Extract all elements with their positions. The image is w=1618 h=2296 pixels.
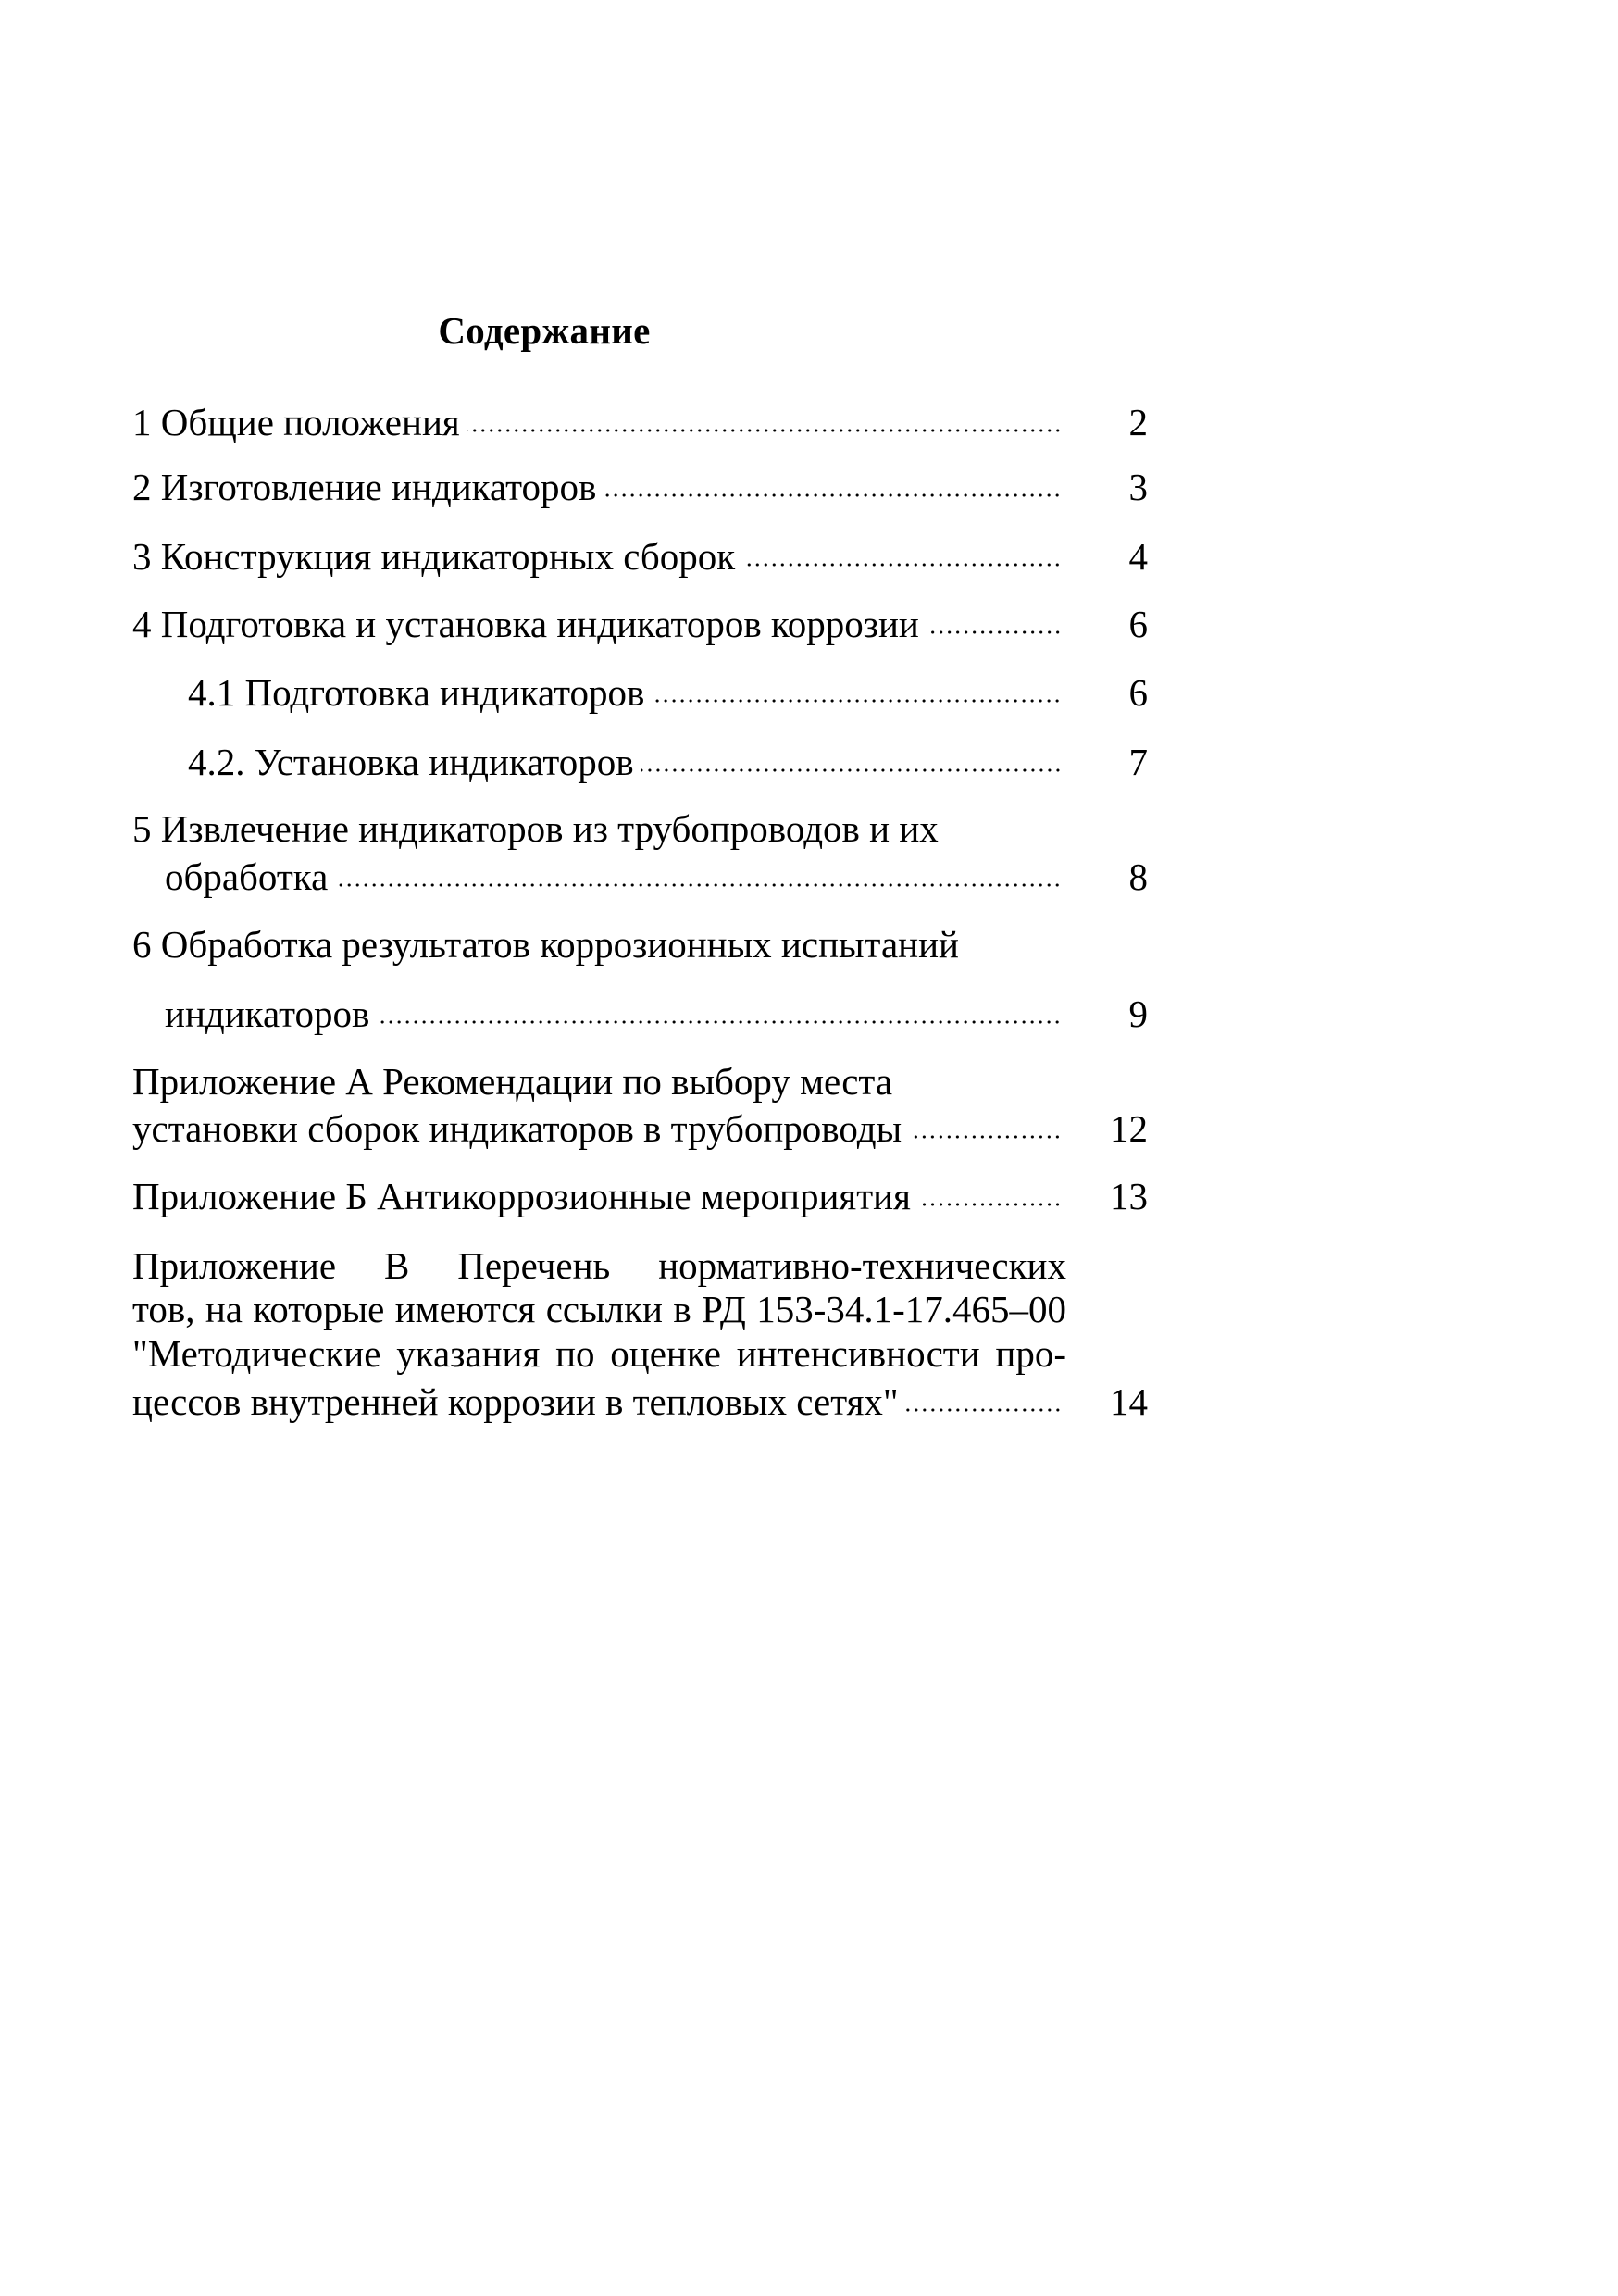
- toc-entry-line: Приложение А Рекомендации по выбору места: [132, 1060, 893, 1103]
- page-number: 6: [1128, 603, 1148, 645]
- page-title: Содержание: [438, 309, 651, 352]
- dot-leader: [335, 879, 1062, 888]
- dot-leader: [641, 764, 1062, 773]
- dot-leader: [918, 1198, 1062, 1207]
- toc-entry-last-line: [188, 740, 1062, 784]
- toc-entry-last-line: [188, 670, 1062, 715]
- toc-entry-text: 4 Подготовка и установка индикаторов коррозии: [132, 603, 919, 645]
- page-number: 6: [1128, 671, 1148, 714]
- page-number: 2: [1128, 401, 1148, 443]
- toc-entry-last-line: [132, 400, 1062, 444]
- toc-entry-last-line: [132, 1106, 1062, 1151]
- toc-entry-text: установки сборок индикаторов в трубопроводы: [132, 1107, 902, 1150]
- toc-entry-last-line: [132, 465, 1062, 509]
- page-number: 3: [1128, 466, 1148, 508]
- dot-leader: [742, 558, 1062, 568]
- toc-entry-last-line: [165, 855, 1062, 899]
- toc-entry-last-line: [132, 602, 1062, 646]
- dot-leader: [467, 424, 1062, 433]
- toc-entry-last-line: [132, 534, 1062, 579]
- toc-entry-text: 2 Изготовление индикаторов: [132, 466, 597, 508]
- toc-entry-line: тов, на которые имеются ссылки в РД 153-34.1-17.465–00: [132, 1288, 1066, 1330]
- page-number: 12: [1110, 1107, 1148, 1150]
- toc-entry-line: Приложение В Перечень нормативно-технических: [132, 1244, 1066, 1287]
- toc-entry-last-line: [132, 1379, 1062, 1424]
- toc-entry-text: 4.2. Установка индикаторов: [188, 741, 634, 783]
- page-number: 8: [1128, 855, 1148, 898]
- dot-leader: [927, 626, 1062, 635]
- dot-leader: [377, 1016, 1062, 1025]
- dot-leader: [909, 1130, 1062, 1140]
- toc-entry-last-line: [132, 1174, 1062, 1218]
- toc-entry-text: обработка: [165, 855, 329, 898]
- toc-entry-text: индикаторов: [165, 992, 370, 1035]
- toc-entry-text: цессов внутренней коррозии в тепловых сетях": [132, 1380, 899, 1423]
- toc-entry-text: 1 Общие положения: [132, 401, 460, 443]
- page-number: 9: [1128, 992, 1148, 1035]
- page-number: 13: [1110, 1175, 1148, 1217]
- dot-leader: [906, 1404, 1062, 1413]
- toc-entry-text: 3 Конструкция индикаторных сборок: [132, 535, 736, 578]
- page-number: 4: [1128, 535, 1148, 578]
- toc-entry-line: "Методические указания по оценке интенсивности про-: [132, 1332, 1066, 1375]
- toc-entry-text: Приложение Б Антикоррозионные мероприятия: [132, 1175, 911, 1217]
- page-number: 14: [1110, 1380, 1148, 1423]
- dot-leader: [652, 694, 1062, 704]
- toc-entry-last-line: [165, 992, 1062, 1036]
- toc-entry-line: 5 Извлечение индикаторов из трубопроводов и их: [132, 807, 939, 850]
- toc-entry-line: 6 Обработка результатов коррозионных испытаний: [132, 923, 959, 966]
- toc-entry-text: 4.1 Подготовка индикаторов: [188, 671, 645, 714]
- page-number: 7: [1128, 741, 1148, 783]
- dot-leader: [604, 489, 1062, 498]
